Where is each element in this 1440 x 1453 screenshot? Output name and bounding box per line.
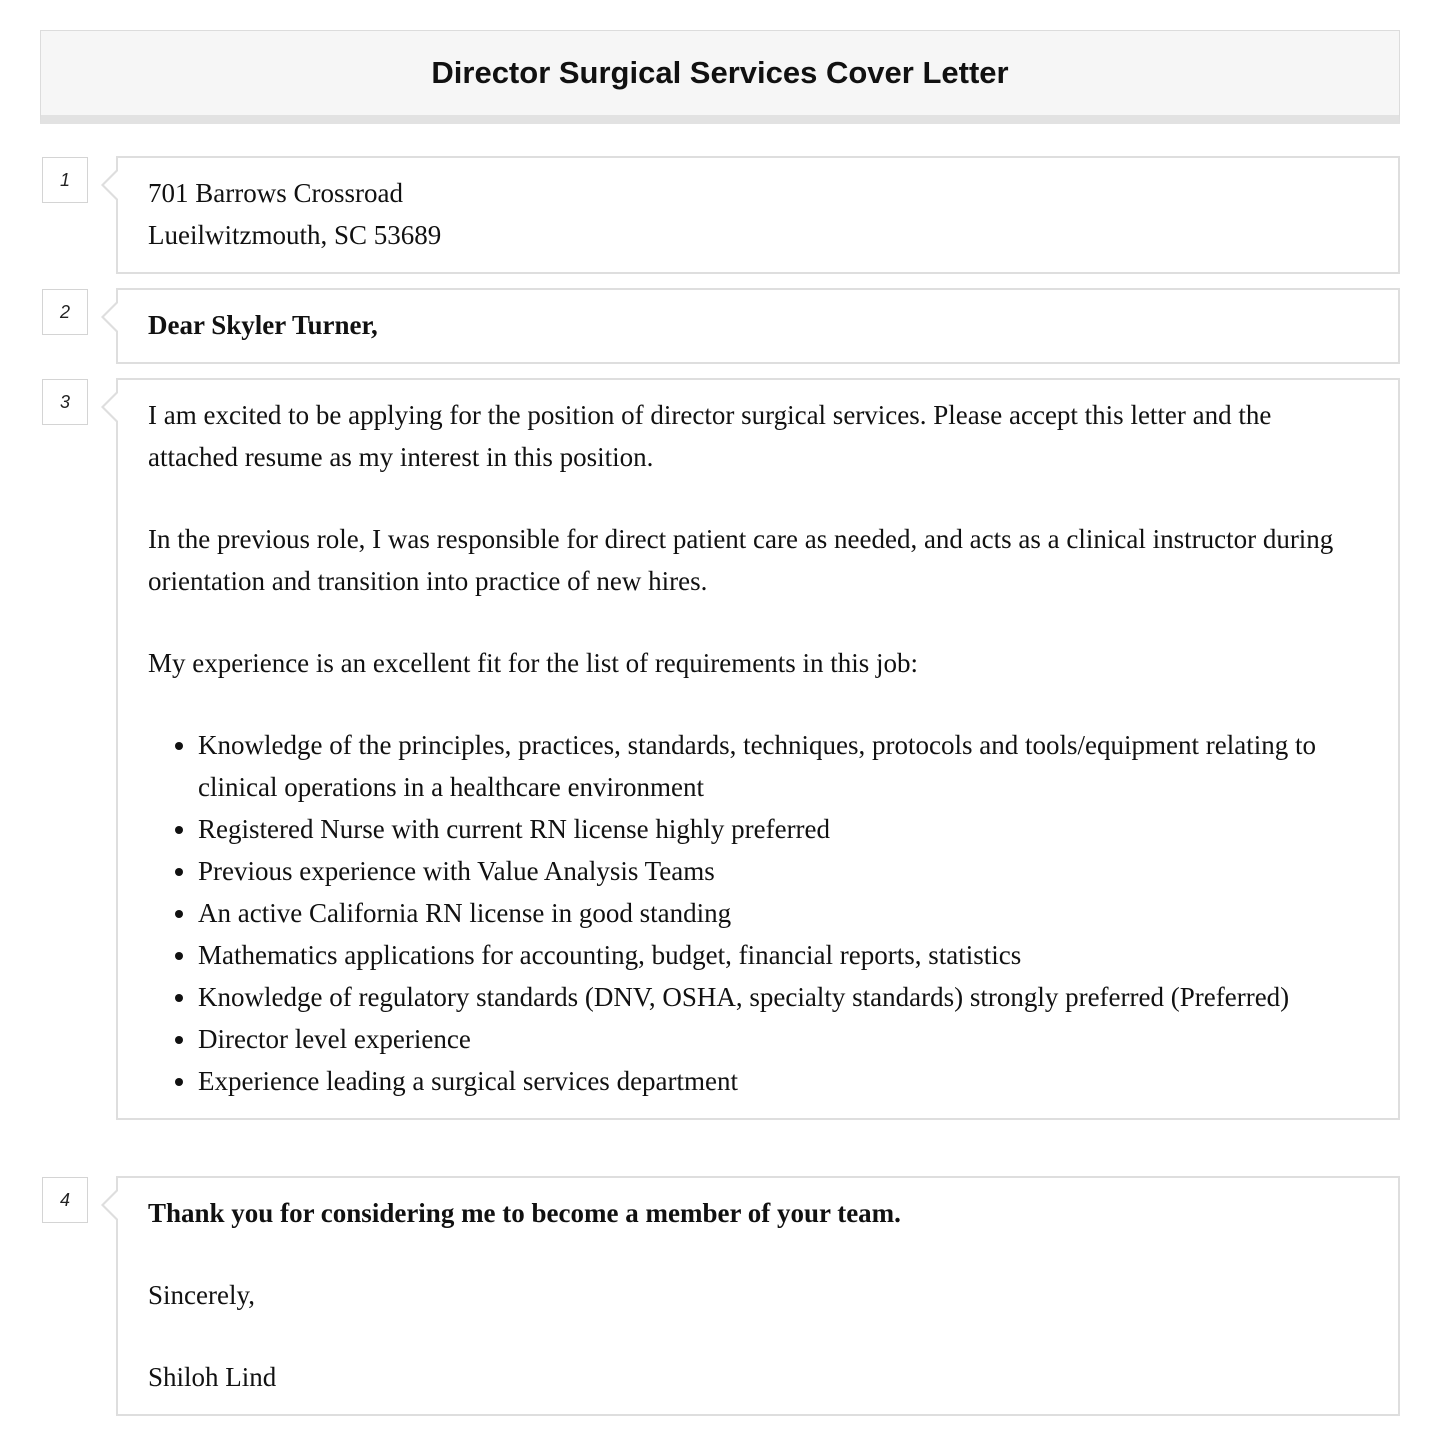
greeting: Dear Skyler Turner, <box>148 310 378 340</box>
list-item: • Registered Nurse with current RN license highly preferred <box>198 808 1368 850</box>
section-box <box>116 1176 1400 1416</box>
previous-role-paragraph: In the previous role, I was responsible for direct patient care as needed, and acts as a clinical instructor during orientation and transition into practice of new hires. <box>148 524 1334 596</box>
section-box <box>116 156 1400 274</box>
thanks-paragraph: Thank you for considering me to become a member of your team. <box>148 1198 901 1228</box>
list-item: • Knowledge of regulatory standards (DNV, OSHA, specialty standards) strongly preferred (Preferred) <box>198 976 1368 1018</box>
page-header <box>40 30 1400 124</box>
section-number: 4 <box>42 1177 88 1223</box>
requirements-list <box>148 724 1368 1102</box>
intro-paragraph: I am excited to be applying for the position of director surgical services. Please accept this letter and the attached resume as my interest in this position. <box>148 400 1272 472</box>
section-box <box>116 288 1400 364</box>
list-item: • Director level experience <box>198 1018 1368 1060</box>
section-number: 3 <box>42 379 88 425</box>
address-line-1: 701 Barrows Crossroad <box>148 178 403 208</box>
list-item: • Previous experience with Value Analysis Teams <box>198 850 1368 892</box>
list-item: • Mathematics applications for accounting, budget, financial reports, statistics <box>198 934 1368 976</box>
address-line-2: Lueilwitzmouth, SC 53689 <box>148 220 442 250</box>
page-title: Director Surgical Services Cover Letter <box>431 55 1009 90</box>
list-item: • Experience leading a surgical services department <box>198 1060 1368 1102</box>
experience-lead-paragraph: My experience is an excellent fit for the list of requirements in this job: <box>148 648 919 678</box>
section-box <box>116 378 1400 1120</box>
section-number: 2 <box>42 289 88 335</box>
signature-name: Shiloh Lind <box>148 1362 277 1392</box>
closing-salutation: Sincerely, <box>148 1280 255 1310</box>
section-number: 1 <box>42 157 88 203</box>
list-item: • Knowledge of the principles, practices, standards, techniques, protocols and tools/equipment relating to clinical operations in a healthcare environment <box>198 724 1368 808</box>
list-item: • An active California RN license in good standing <box>198 892 1368 934</box>
